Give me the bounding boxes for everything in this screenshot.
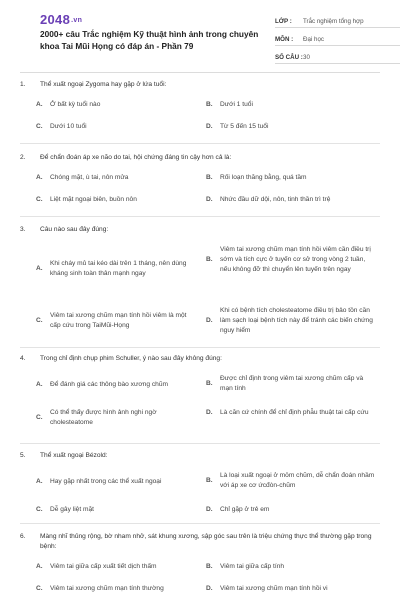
option-text: Viêm tai xương chũm mạn tính thường bbox=[50, 585, 164, 592]
option-text: Khi có bệnh tích cholesteatome điều trị bảo tồn cần làm sạch loại bệnh tích này để tránh các biến chứng nguy hiểm bbox=[220, 307, 373, 334]
question-3 bbox=[20, 225, 380, 334]
option-c[interactable] bbox=[36, 311, 196, 331]
option-c[interactable] bbox=[36, 195, 196, 205]
option-text: Hay gặp nhất trong các thể xuất ngoại bbox=[50, 478, 162, 485]
question-divider bbox=[20, 143, 380, 144]
option-a[interactable] bbox=[36, 380, 196, 390]
option-text: Dưới 10 tuổi bbox=[50, 123, 87, 130]
question-stem: Để chẩn đoán áp xe não do tai, hội chứng đáng tin cậy hơn cả là: bbox=[40, 154, 232, 161]
meta-value: Đại học bbox=[303, 36, 324, 43]
option-c[interactable] bbox=[36, 505, 196, 515]
option-text: Chỉ gặp ở trẻ em bbox=[220, 506, 270, 513]
question-divider bbox=[20, 443, 380, 444]
question-text bbox=[20, 80, 380, 90]
option-text: Liệt mặt ngoại biên, buồn nôn bbox=[50, 196, 137, 203]
question-number: 3. bbox=[20, 226, 26, 233]
option-letter: A. bbox=[36, 265, 43, 272]
option-b[interactable] bbox=[206, 173, 376, 183]
option-d[interactable] bbox=[206, 306, 376, 336]
option-b[interactable] bbox=[206, 562, 376, 572]
question-stem: Thể xuất ngoại Bézold: bbox=[40, 452, 108, 459]
option-text: Là căn cứ chính để chỉ định phẫu thuật tai cấp cứu bbox=[220, 409, 369, 416]
option-letter: D. bbox=[206, 585, 213, 592]
meta-value: 30 bbox=[303, 54, 310, 61]
option-text: Viêm tai xương chũm mạn tính hồi viêm cần điều trị sớm và tích cực ở tuyến cơ sở trong vòng 2 tuần, nếu không đỡ thì chuyển lên tuyến trên ngay bbox=[220, 246, 371, 273]
header-divider bbox=[20, 72, 380, 73]
option-b[interactable] bbox=[206, 100, 376, 110]
option-letter: D. bbox=[206, 123, 213, 130]
question-divider bbox=[20, 523, 380, 524]
option-text: Từ 5 đến 15 tuổi bbox=[220, 123, 269, 130]
option-text: Dưới 1 tuổi bbox=[220, 101, 253, 108]
option-d[interactable] bbox=[206, 505, 376, 515]
option-d[interactable] bbox=[206, 122, 376, 132]
option-text: Nhức đầu dữ dội, nôn, tinh thần trì trệ bbox=[220, 196, 331, 203]
option-d[interactable] bbox=[206, 408, 376, 418]
question-4 bbox=[20, 354, 380, 426]
option-a[interactable] bbox=[36, 259, 196, 279]
question-number: 1. bbox=[20, 81, 26, 88]
meta-label: MÔN : bbox=[275, 36, 294, 43]
option-text: Viêm tai xương chũm mạn tính hồi vi bbox=[220, 585, 328, 592]
question-number: 6. bbox=[20, 533, 26, 540]
meta-row-count bbox=[275, 48, 400, 64]
question-number: 4. bbox=[20, 355, 26, 362]
option-letter: B. bbox=[206, 380, 213, 387]
option-letter: A. bbox=[36, 101, 43, 108]
option-d[interactable] bbox=[206, 584, 376, 594]
question-stem: Thể xuất ngoại Zygoma hay gặp ở lứa tuổi: bbox=[40, 81, 167, 88]
option-letter: D. bbox=[206, 196, 213, 203]
option-letter: C. bbox=[36, 414, 43, 421]
option-letter: A. bbox=[36, 478, 43, 485]
option-text: Là loại xuất ngoại ở mỏm chũm, dễ chẩn đoán nhầm với áp xe cơ ứcđòn-chũm bbox=[220, 472, 375, 489]
header bbox=[20, 0, 380, 66]
option-letter: B. bbox=[206, 256, 213, 263]
option-a[interactable] bbox=[36, 562, 196, 572]
meta-row-subject bbox=[275, 30, 400, 46]
option-b[interactable] bbox=[206, 471, 376, 491]
option-letter: C. bbox=[36, 123, 43, 130]
question-stem: Màng nhĩ thủng rộng, bờ nham nhở, sát khung xương, sập góc sau trên là triệu chứng thực thể thường gặp trong bệnh: bbox=[40, 533, 372, 550]
option-letter: C. bbox=[36, 317, 43, 324]
option-text: Được chỉ định trong viêm tai xương chũm cấp và mạn tính bbox=[220, 375, 364, 392]
option-letter: C. bbox=[36, 506, 43, 513]
question-6 bbox=[20, 532, 380, 592]
meta-info bbox=[275, 12, 400, 66]
option-c[interactable] bbox=[36, 408, 196, 428]
option-text: Rối loạn thăng bằng, quá tầm bbox=[220, 174, 307, 181]
option-text: Chóng mặt, ù tai, nôn mửa bbox=[50, 174, 129, 181]
option-a[interactable] bbox=[36, 100, 196, 110]
question-stem: Trong chỉ định chụp phim Schuller, ý nào sau đây không đúng: bbox=[40, 355, 222, 362]
meta-label: LỚP : bbox=[275, 18, 292, 25]
question-number: 5. bbox=[20, 452, 26, 459]
option-letter: A. bbox=[36, 174, 43, 181]
option-letter: B. bbox=[206, 477, 213, 484]
option-letter: D. bbox=[206, 506, 213, 513]
option-text: Viêm tai xương chũm mạn tính hồi viêm là một cấp cứu trong TaiMũi-Họng bbox=[50, 312, 187, 329]
document-title: 2000+ câu Trắc nghiệm Kỹ thuật hình ảnh trong chuyên khoa Tai Mũi Họng có đáp án - Phần 79 bbox=[40, 29, 259, 51]
option-a[interactable] bbox=[36, 173, 196, 183]
option-b[interactable] bbox=[206, 245, 376, 275]
option-c[interactable] bbox=[36, 122, 196, 132]
option-letter: D. bbox=[206, 317, 213, 324]
option-text: Dễ gây liệt mặt bbox=[50, 506, 94, 513]
question-text bbox=[20, 153, 380, 163]
option-text: Có thể thấy được hình ảnh nghi ngờ cholesteatome bbox=[50, 409, 157, 426]
option-letter: B. bbox=[206, 563, 213, 570]
meta-label: SỐ CÂU : bbox=[275, 54, 303, 61]
meta-value: Trắc nghiệm tổng hợp bbox=[303, 18, 364, 25]
option-text: Để đánh giá các thông bào xương chũm bbox=[50, 381, 168, 388]
option-a[interactable] bbox=[36, 477, 196, 487]
option-letter: A. bbox=[36, 381, 43, 388]
question-text bbox=[20, 225, 380, 235]
question-stem: Câu nào sau đây đúng: bbox=[40, 226, 109, 233]
question-text bbox=[20, 532, 380, 552]
question-divider bbox=[20, 347, 380, 348]
option-letter: C. bbox=[36, 585, 43, 592]
option-text: Khi cháy mủ tai kéo dài trên 1 tháng, nên dùng kháng sinh toàn thân mạnh ngay bbox=[50, 260, 187, 277]
question-number: 2. bbox=[20, 154, 26, 161]
option-text: Viêm tai giữa cấp xuất tiết dịch thấm bbox=[50, 563, 157, 570]
logo-suffix: .vn bbox=[71, 17, 83, 24]
option-letter: A. bbox=[36, 563, 43, 570]
option-d[interactable] bbox=[206, 195, 376, 205]
option-c[interactable] bbox=[36, 584, 196, 594]
site-logo[interactable] bbox=[40, 12, 82, 27]
option-letter: B. bbox=[206, 174, 213, 181]
question-1 bbox=[20, 80, 380, 130]
question-2 bbox=[20, 153, 380, 203]
option-letter: C. bbox=[36, 196, 43, 203]
option-text: Ở bất kỳ tuổi nào bbox=[50, 101, 101, 108]
meta-row-class bbox=[275, 12, 400, 28]
question-text bbox=[20, 451, 380, 461]
question-divider bbox=[20, 216, 380, 217]
option-letter: B. bbox=[206, 101, 213, 108]
option-text: Viêm tai giữa cấp tính bbox=[220, 563, 285, 570]
logo-text: 2048 bbox=[40, 12, 71, 27]
option-letter: D. bbox=[206, 409, 213, 416]
option-b[interactable] bbox=[206, 374, 376, 394]
question-5 bbox=[20, 451, 380, 513]
question-text bbox=[20, 354, 380, 364]
